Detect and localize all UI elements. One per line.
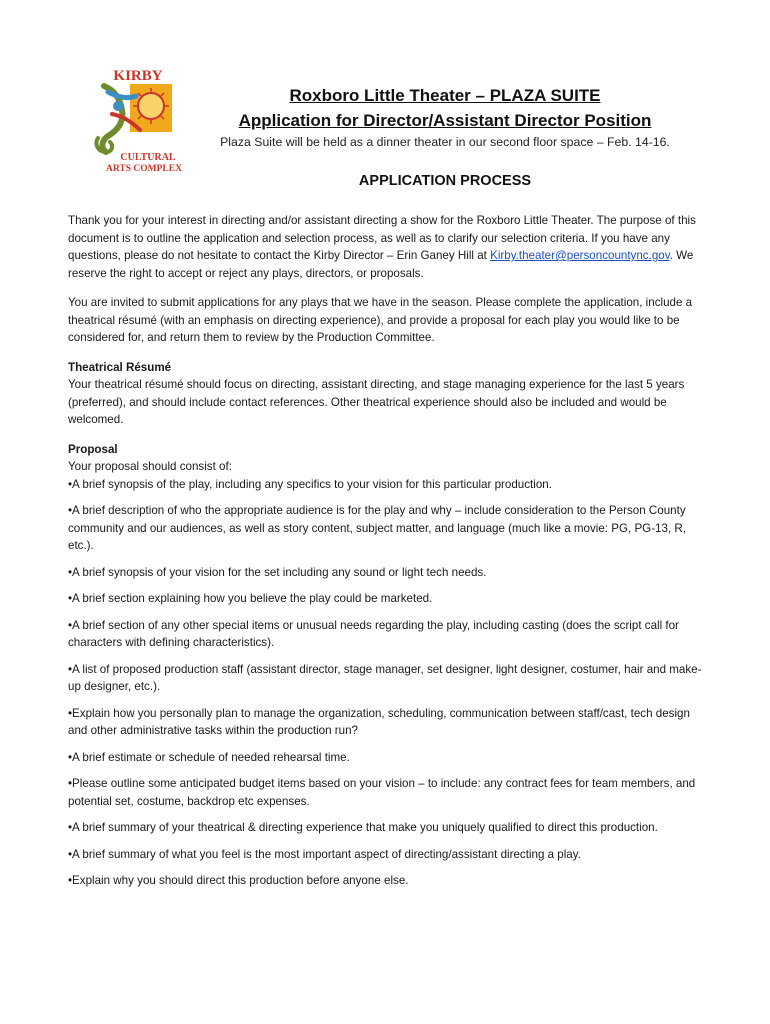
proposal-bullet: •Explain how you personally plan to manage the organization, scheduling, communication between staff/cast, tech design and other administrative tasks within the production run? xyxy=(68,706,690,737)
proposal-heading: Proposal xyxy=(68,442,118,456)
proposal-bullet: •A list of proposed production staff (assistant director, stage manager, set designer, light designer, costumer, hair and make-up designer, etc.). xyxy=(68,662,702,693)
logo-bottom-text-1: CULTURAL xyxy=(120,152,176,163)
intro-text-before: Thank you for your interest in directing and/or assistant directing a show for the Roxboro Little Theater. The purpose of this document is to outline the application and selection process, as well as to clarify our selection criteria. If you have any questions, please do not hesitate to contact the Kirby Director – Erin Ganey Hill at xyxy=(68,214,696,262)
contact-email-link[interactable]: Kirby.theater@personcountync.gov xyxy=(490,249,670,262)
proposal-bullet: •Explain why you should direct this production before anyone else. xyxy=(68,874,409,887)
proposal-bullet: •A brief summary of your theatrical & directing experience that make you uniquely qualified to direct this production. xyxy=(68,821,658,834)
document-subtitle-position: Application for Director/Assistant Director Position xyxy=(238,111,652,130)
proposal-bullet: •A brief estimate or schedule of needed rehearsal time. xyxy=(68,750,350,764)
intro-paragraph xyxy=(68,212,708,282)
proposal-bullet: •A brief section of any other special items or unusual needs regarding the play, including casting (does the script call for characters with defining characteristics). xyxy=(68,618,679,649)
resume-paragraph: Your theatrical résumé should focus on directing, assistant directing, and stage managing experience for the last 5 years (preferred), and should include contact references. Other theatrical experience should also be included and would be welcomed. xyxy=(68,378,685,426)
resume-heading: Theatrical Résumé xyxy=(68,360,172,374)
proposal-bullet: •Please outline some anticipated budget items based on your vision – to include: any contract fees for team members, and potential set, costume, backdrop etc expenses. xyxy=(68,777,696,808)
document-title: Roxboro Little Theater – PLAZA SUITE xyxy=(289,86,601,105)
invite-paragraph: You are invited to submit applications for any plays that we have in the season. Please complete the application, include a theatrical résumé (with an emphasis on directing experience), and provide a proposal for each play you would like to be considered for, and return them to review by the Production Committee. xyxy=(68,296,693,344)
proposal-bullet: •A brief section explaining how you believe the play could be marketed. xyxy=(68,592,433,605)
proposal-bullet: •A brief synopsis of your vision for the set including any sound or light tech needs. xyxy=(68,565,487,579)
kirby-logo xyxy=(92,66,184,174)
document-body xyxy=(68,212,708,899)
proposal-intro: Your proposal should consist of: xyxy=(68,460,232,473)
proposal-bullet: •A brief summary of what you feel is the most important aspect of directing/assistant directing a play. xyxy=(68,847,581,861)
proposal-bullet: •A brief description of who the appropriate audience is for the play and why – include consideration to the Person County community and our audiences, as well as story content, subject matter, and language (much like a movie: PG, PG-13, R, etc.). xyxy=(68,504,686,552)
event-note: Plaza Suite will be held as a dinner theater in our second floor space – Feb. 14-16. xyxy=(220,135,670,149)
intro-text-after: . We reserve the right to accept or reject any plays, directors, or proposals. xyxy=(68,249,694,280)
logo-bottom-text-2: ARTS COMPLEX xyxy=(106,164,182,174)
logo-top-text: KIRBY xyxy=(113,68,163,84)
section-heading: APPLICATION PROCESS xyxy=(358,173,532,189)
kirby-logo-graphic xyxy=(92,66,184,174)
proposal-bullet: •A brief synopsis of the play, including any specifics to your vision for this particular production. xyxy=(68,477,552,491)
